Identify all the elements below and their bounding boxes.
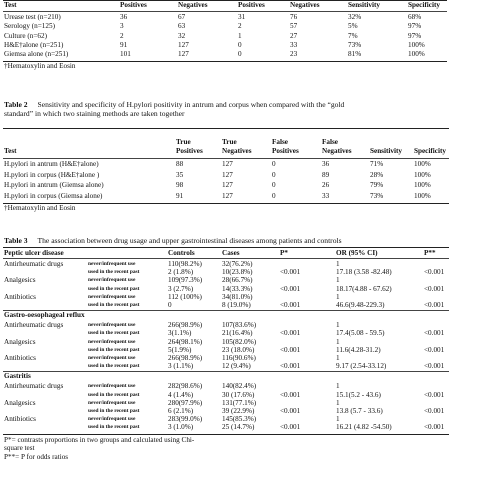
table1-header-cell: Negatives (290, 1, 320, 9)
table2-cell: H.pylori in antrum (Giemsa alone) (4, 181, 104, 189)
table1-cell: Serology (n=125) (4, 22, 55, 31)
table3-cell: 1 (336, 415, 340, 424)
table3-cell: Antibiotics (4, 292, 36, 301)
table1-cell: 2 (238, 22, 242, 31)
table3-header-cell: P* (280, 249, 288, 257)
table3-cell: 109(97.3%) (168, 276, 203, 285)
table3-cell: <0.001 (424, 407, 445, 415)
table3-cell: <0.001 (280, 301, 301, 309)
table3-cell: 0 (168, 301, 172, 309)
table3-cell: 145(85.3%) (222, 415, 257, 424)
table2-cell: 100% (414, 160, 431, 168)
table2-cell: 0 (272, 170, 276, 179)
table3-cell: 3(1.1%) (168, 329, 192, 338)
table3-cell: 34(81.0%) (222, 292, 253, 301)
table2-header-cell: Negatives (222, 147, 252, 155)
table1-header-cell: Test (4, 1, 17, 9)
table3-cell: 3 (2.7%) (168, 284, 194, 293)
table1-cell: 91 (120, 40, 128, 49)
table3-cell: <0.001 (424, 329, 445, 338)
table2-cell: 0 (272, 181, 276, 189)
table1-header-cell: Negatives (178, 1, 208, 9)
table3-usage-label: never/infrequent use (88, 322, 136, 329)
table2-cell: 91 (176, 191, 184, 200)
table3-cell: 107(83.6%) (222, 321, 257, 330)
table2-cell: H.pylori in corpus (Giemsa alone) (4, 191, 103, 200)
table1-top-rule (3, 0, 447, 1)
table3-footnote: P*= contrasts proportions in two groups and calculated using Chi- (4, 435, 195, 444)
table3-cell: 9.17 (2.54-33.12) (336, 362, 387, 371)
table3-top-rule (3, 247, 449, 248)
table3-cell: <0.001 (424, 301, 445, 309)
table3-usage-label: used in the recent past (88, 330, 140, 337)
table1-cell: 73% (348, 40, 362, 49)
table1-cell: 3 (120, 22, 124, 31)
table2-cell: H.pylori in corpus (H&E†alone ) (4, 170, 100, 179)
table3-cell: 3 (1.0%) (168, 423, 194, 432)
table2-header-cell: Positives (176, 147, 203, 155)
table2-cell: 89 (322, 170, 330, 179)
table1-header-cell: Positives (238, 1, 265, 9)
table3-cell: 1 (336, 382, 340, 391)
table2-caption-line2: standard” in which two staining methods are taken together (4, 109, 185, 118)
table3-usage-label: never/infrequent use (88, 399, 136, 406)
table3-cell: Analgesics (4, 276, 36, 285)
table3-cell: 17.18 (3.58 -82.48) (336, 268, 392, 277)
table3-cell: Antibiotics (4, 354, 36, 362)
table1-header-cell: Positives (120, 1, 147, 9)
table3-usage-label: used in the recent past (88, 346, 140, 353)
table3-usage-label: never/infrequent use (88, 416, 136, 423)
table3-section-rule (3, 371, 449, 372)
table2-cell: 33 (322, 191, 330, 200)
table1-header-cell: Specificity (408, 1, 440, 9)
table3-cell: 282(98.6%) (168, 382, 203, 391)
table3-cell: 30 (17.6%) (222, 390, 255, 399)
table2-cell: 100% (414, 191, 431, 200)
table1-cell: 23 (290, 50, 298, 59)
table3-cell: 280(97.9%) (168, 398, 203, 407)
table1-cell: 32% (348, 13, 362, 21)
table3-cell: 17.4(5.08 - 59.5) (336, 329, 385, 338)
table3-usage-label: never/infrequent use (88, 383, 136, 390)
table3-cell: 5(1.9%) (168, 345, 192, 354)
table3-bottom-rule (3, 434, 449, 435)
table3-usage-label: used in the recent past (88, 302, 140, 308)
table3-header-cell: Controls (168, 249, 195, 257)
table1-cell: 76 (290, 13, 298, 21)
table3-cell: 25 (14.7%) (222, 423, 255, 432)
table3-cell: <0.001 (424, 284, 445, 293)
table3-usage-label: used in the recent past (88, 424, 140, 431)
table3-cell: <0.001 (280, 284, 301, 293)
table2-cell: 98 (176, 181, 184, 189)
table2-caption (4, 100, 344, 109)
table3-cell: 3 (1.1%) (168, 362, 194, 371)
table3-usage-label: used in the recent past (88, 391, 140, 398)
table3-header-cell: OR (95% CI) (336, 249, 378, 257)
table1-cell: Urease test (n=210) (4, 13, 61, 21)
table1-cell: 57 (290, 22, 298, 31)
table3-cell: 6 (2.1%) (168, 407, 194, 415)
table3-cell: 1 (336, 321, 340, 330)
table3-cell: <0.001 (280, 390, 301, 399)
table2-cell: 36 (322, 160, 330, 168)
table3-cell: Antibiotics (4, 415, 36, 424)
table2-cell: 0 (272, 191, 276, 200)
table3-cell: 140(82.4%) (222, 382, 257, 391)
table3-caption-number: Table 3 (4, 236, 28, 245)
table3-cell: Analgesics (4, 337, 36, 346)
table1-cell: 67 (178, 13, 186, 21)
table3-cell: <0.001 (280, 345, 301, 354)
table3-cell: 28(66.7%) (222, 276, 253, 285)
table1-cell: H&E†alone (n=251) (4, 40, 64, 49)
table2-header-cell: Specificity (414, 147, 446, 155)
table2-cell: 127 (222, 160, 233, 168)
table3-cell: <0.001 (280, 407, 301, 415)
table3-cell: 1 (336, 260, 340, 268)
table3-usage-label: used in the recent past (88, 408, 140, 414)
table1-cell: 97% (408, 22, 422, 31)
table2-cell: 35 (176, 170, 184, 179)
table3-cell: 1 (336, 354, 340, 362)
table3-cell: <0.001 (280, 423, 301, 432)
table2-header-cell: False (272, 138, 288, 146)
table1-footnote: †Hematoxylin and Eosin (4, 62, 76, 70)
table3-footnote: square test (4, 444, 35, 453)
table3-cell: 18.17(4.88 - 67.62) (336, 284, 392, 293)
table3-cell: <0.001 (280, 329, 301, 338)
table3-cell: 14(33.3%) (222, 284, 253, 293)
table2-header-cell: Sensitivity (370, 147, 402, 155)
table1-cell: 31 (238, 13, 246, 21)
table1-cell: 27 (290, 31, 298, 40)
table2-top-rule (3, 128, 449, 129)
table1-cell: 100% (408, 40, 425, 49)
table2-cell: 26 (322, 181, 330, 189)
table3-cell: 16.21 (4.82 -54.50) (336, 423, 392, 432)
table3-header-rule (3, 258, 449, 259)
table1-header-cell: Sensitivity (348, 1, 380, 9)
table3-caption-text: The association between drug usage and upper gastrointestinal diseases among patients and controls (37, 236, 342, 245)
table2-header-cell: True (222, 138, 237, 146)
table1-cell: Giemsa alone (n=251) (4, 50, 69, 59)
table3-cell: 10(23.8%) (222, 268, 253, 277)
table3-cell: 21(16.4%) (222, 329, 253, 338)
table3-cell: 116(90.6%) (222, 354, 256, 362)
table3-cell: Analgesics (4, 398, 36, 407)
table3-cell: 46.6(9.48-229.3) (336, 301, 385, 309)
table3-cell: Antirheumatic drugs (4, 321, 64, 330)
table3-usage-label: used in the recent past (88, 269, 140, 276)
table1-cell: 97% (408, 31, 422, 40)
table2-header-cell: False (322, 138, 338, 146)
table2-caption-line1: Sensitivity and specificity of H.pylori positivity in antrum and corpus when compared with the “gold (37, 100, 345, 109)
table1-cell: 32 (178, 31, 186, 40)
table3-cell: 12 (9.4%) (222, 362, 251, 371)
table2-cell: 100% (414, 181, 431, 189)
table3-header-cell: P** (424, 249, 436, 257)
table1-cell: 68% (408, 13, 422, 21)
table3-usage-label: used in the recent past (88, 285, 140, 292)
table2-cell: 127 (222, 181, 233, 189)
table1-cell: 1 (238, 31, 242, 40)
table1-cell: 101 (120, 50, 131, 59)
table3-cell: 266(98.9%) (168, 321, 203, 330)
table3-usage-label: used in the recent past (88, 363, 140, 370)
table1-cell: 0 (238, 50, 242, 59)
table3-usage-label: never/infrequent use (88, 293, 136, 300)
table3-cell: 32(76.2%) (222, 260, 253, 268)
table3-cell: 4 (1.4%) (168, 390, 194, 399)
table3-cell: 1 (336, 398, 340, 407)
table1-header-rule (3, 11, 447, 12)
table3-cell: Antirheumatic drugs (4, 260, 64, 268)
table1-cell: Culture (n=62) (4, 31, 47, 40)
table1-cell: 0 (238, 40, 242, 49)
table3-cell: <0.001 (424, 268, 445, 277)
table3-caption (4, 236, 342, 245)
table3-section-title: Gastro-oesophageal reflux (4, 311, 85, 320)
table2-cell: 127 (222, 170, 233, 179)
table2-cell: 79% (370, 181, 384, 189)
table1-cell: 33 (290, 40, 298, 49)
table1-cell: 2 (120, 31, 124, 40)
table3-cell: <0.001 (280, 362, 301, 371)
table1-cell: 81% (348, 50, 362, 59)
table3-cell: 13.8 (5.7 - 33.6) (336, 407, 383, 415)
table3-cell: Antirheumatic drugs (4, 382, 64, 391)
table1-cell: 127 (178, 50, 189, 59)
table3-cell: <0.001 (280, 268, 301, 277)
table1-cell: 127 (178, 40, 189, 49)
table3-cell: <0.001 (424, 390, 445, 399)
table3-cell: <0.001 (424, 345, 445, 354)
table3-usage-label: never/infrequent use (88, 338, 136, 345)
table2-cell: H.pylori in antrum (H&E†alone) (4, 160, 99, 168)
table2-cell: 127 (222, 191, 233, 200)
table2-cell: 0 (272, 160, 276, 168)
table3-cell: 1 (336, 292, 340, 301)
table3-cell: 112 (100%) (168, 292, 202, 301)
table3-cell: 1 (336, 276, 340, 285)
table2-cell: 71% (370, 160, 384, 168)
table2-footnote: †Hematoxylin and Eosin (4, 204, 76, 212)
table3-cell: 2 (1.8%) (168, 268, 194, 277)
table2-caption-number: Table 2 (4, 100, 28, 109)
table3-cell: <0.001 (424, 423, 445, 432)
table3-cell: 11.6(4.28-31.2) (336, 345, 381, 354)
table3-usage-label: never/infrequent use (88, 355, 136, 361)
table3-cell: 23 (18.0%) (222, 345, 255, 354)
table3-cell: 1 (336, 337, 340, 346)
table3-cell: 266(98.9%) (168, 354, 203, 362)
table3-cell: <0.001 (424, 362, 445, 371)
table3-cell: 105(82.0%) (222, 337, 257, 346)
table3-cell: 8 (19.0%) (222, 301, 251, 309)
table2-header-rule (3, 158, 449, 159)
table3-footnote: P**= P for odds ratios (4, 452, 69, 461)
table1-cell: 100% (408, 50, 425, 59)
table3-usage-label: never/infrequent use (88, 277, 136, 284)
table1-cell: 36 (120, 13, 128, 21)
table2-cell: 73% (370, 191, 384, 200)
table1-cell: 7% (348, 31, 358, 40)
table1-cell: 5% (348, 22, 358, 31)
table3-cell: 283(99.0%) (168, 415, 203, 424)
table3-cell: 264(98.1%) (168, 337, 203, 346)
table2-cell: 100% (414, 170, 431, 179)
table3-header-cell: Peptic ulcer disease (4, 249, 64, 257)
table3-cell: 15.1(5.2 - 43.6) (336, 390, 381, 399)
table3-cell: 110(98.2%) (168, 260, 202, 268)
table1-cell: 63 (178, 22, 186, 31)
table3-header-cell: Cases (222, 249, 240, 257)
table3-section-title: Gastritis (4, 372, 31, 381)
table2-header-cell: Test (4, 147, 17, 155)
table2-cell: 88 (176, 160, 184, 168)
table2-header-cell: Negatives (322, 147, 352, 155)
table2-cell: 28% (370, 170, 384, 179)
table3-cell: 131(77.1%) (222, 398, 257, 407)
table2-header-cell: True (176, 138, 191, 146)
table3-cell: 39 (22.9%) (222, 407, 255, 415)
table3-usage-label: never/infrequent use (88, 261, 136, 267)
table2-header-cell: Positives (272, 147, 299, 155)
